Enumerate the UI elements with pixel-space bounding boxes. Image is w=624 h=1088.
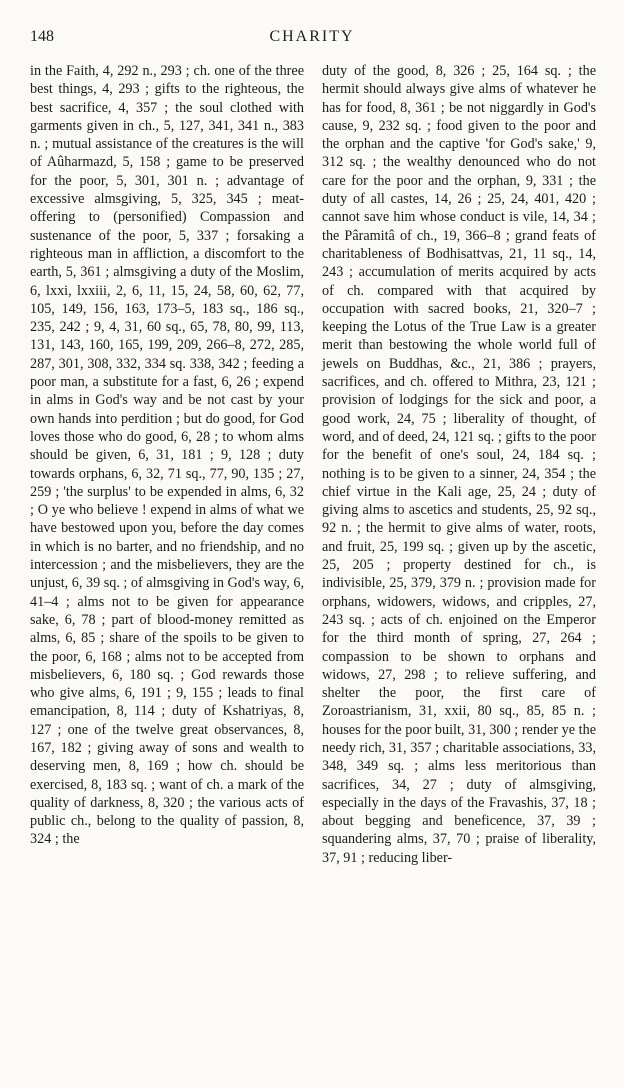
running-title: CHARITY: [269, 28, 355, 45]
page-number: 148: [30, 28, 54, 45]
index-text-left: in the Faith, 4, 292 n., 293 ; ch. one of the three best things, 4, 293 ; gifts to the righteous, the best sacrifice, 4, 357 ; the soul clothed with garments given in ch., 5, 127, 341, 341 n., 383 n. ; mutual assistance of the creatures is the will of Aûharmazd, 5, 158 ; game to be preserved for the poor, 5, 301, 301 n. ; advantage of excessive almsgiving, 5, 325, 345 ; meat-offering to (personified) Compassion and sustenance of the poor, 5, 337 ; forsaking a righteous man in affliction, a discomfort to the earth, 5, 361 ; almsgiving a duty of the Moslim, 6, lxxi, lxxiii, 2, 6, 11, 15, 24, 58, 60, 62, 77, 105, 149, 156, 163, 173–5, 183 sq., 186 sq., 235, 242 ; 9, 4, 31, 60 sq., 65, 78, 80, 99, 113, 131, 143, 160, 165, 199, 209, 266–8, 272, 285, 287, 301, 308, 332, 334 sq. 338, 342 ; feeding a poor man, a substitute for a fast, 6, 26 ; expend in alms in God's way and be not cast by your own hands into perdition ; but do good, for God loves those who do good, 6, 28 ; to whom alms should be given, 6, 31, 181 ; 9, 128 ; duty towards orphans, 6, 32, 71 sq., 77, 90, 135 ; 27, 259 ; 'the surplus' to be expended in alms, 6, 32 ; O ye who believe ! expend in alms of what we have bestowed upon you, before the day comes in which is no barter, and no friendship, and no intercession ; and the misbelievers, they are the unjust, 6, 39 sq. ; of almsgiving in God's way, 6, 41–4 ; alms not to be given for appearance sake, 6, 78 ; part of blood-money remitted as alms, 6, 85 ; share of the spoils to be given to the poor, 6, 168 ; alms not to be accepted from misbelievers, 6, 180 sq. ; God rewards those who give alms, 6, 191 ; 9, 155 ; leads to final emancipation, 8, 114 ; duty of Kshatriyas, 8, 127 ; one of the twelve great observances, 8, 167, 182 ; giving away of sons and wealth to deserving men, 8, 169 ; how ch. should be exercised, 8, 183 sq. ; want of ch. a mark of the quality of darkness, 8, 320 ; the various acts of public ch., belong to the quality of passion, 8, 324 ; the: [30, 63, 304, 848]
index-column-left: [30, 62, 304, 849]
page-header: [30, 24, 594, 48]
index-column-right: [322, 62, 596, 867]
index-text-right: duty of the good, 8, 326 ; 25, 164 sq. ; the hermit should always give alms of whatever he has for food, 8, 361 ; be not niggardly in God's cause, 9, 232 sq. ; food given to the poor and the orphan and the captive 'for God's sake,' 9, 312 sq. ; the wealthy denounced who do not care for the poor and the orphan, 9, 331 ; the duty of all castes, 14, 26 ; 25, 24, 401, 420 ; cannot save him whose conduct is vile, 14, 34 ; the Pâramitâ of ch., 19, 366–8 ; grand feats of charitableness of Bodhisattvas, 21, 11 sq., 14, 243 ; accumulation of merits acquired by acts of ch. compared with that acquired by occupation with sacred books, 21, 320–7 ; keeping the Lotus of the True Law is a greater merit than bestowing the whole world full of jewels on Buddhas, &c., 21, 386 ; prayers, sacrifices, and ch. offered to Mithra, 23, 121 ; provision of lodgings for the sick and poor, a good work, 24, 75 ; liberality of thought, of word, and of deed, 24, 121 sq. ; gifts to the poor for the benefit of one's soul, 24, 184 sq. ; nothing is to be given to a sinner, 24, 354 ; the chief virtue in the Kali age, 25, 24 ; duty of giving alms to ascetics and students, 25, 92 sq., 92 n. ; the hermit to give alms of water, roots, and fruit, 25, 199 sq. ; given up by the ascetic, 25, 205 ; property destined for ch., is indivisible, 25, 379, 379 n. ; provision made for orphans, widowers, widows, and cripples, 27, 243 sq. ; acts of ch. enjoined on the Emperor for the third month of spring, 27, 264 ; compassion to be shown to orphans and widows, 27, 298 ; to relieve suffering, and shelter the poor, the first care of Zoroastrianism, 31, xxii, 80 sq., 85, 85 n. ; houses for the poor built, 31, 300 ; render ye the needy rich, 31, 357 ; charitable associations, 33, 348, 349 sq. ; alms less meritorious than sacrifices, 34, 27 ; duty of almsgiving, especially in the days of the Fravashis, 37, 18 ; about begging and beneficence, 37, 39 ; squandering alms, 37, 70 ; praise of liberality, 37, 91 ; reducing liber-: [322, 63, 596, 866]
